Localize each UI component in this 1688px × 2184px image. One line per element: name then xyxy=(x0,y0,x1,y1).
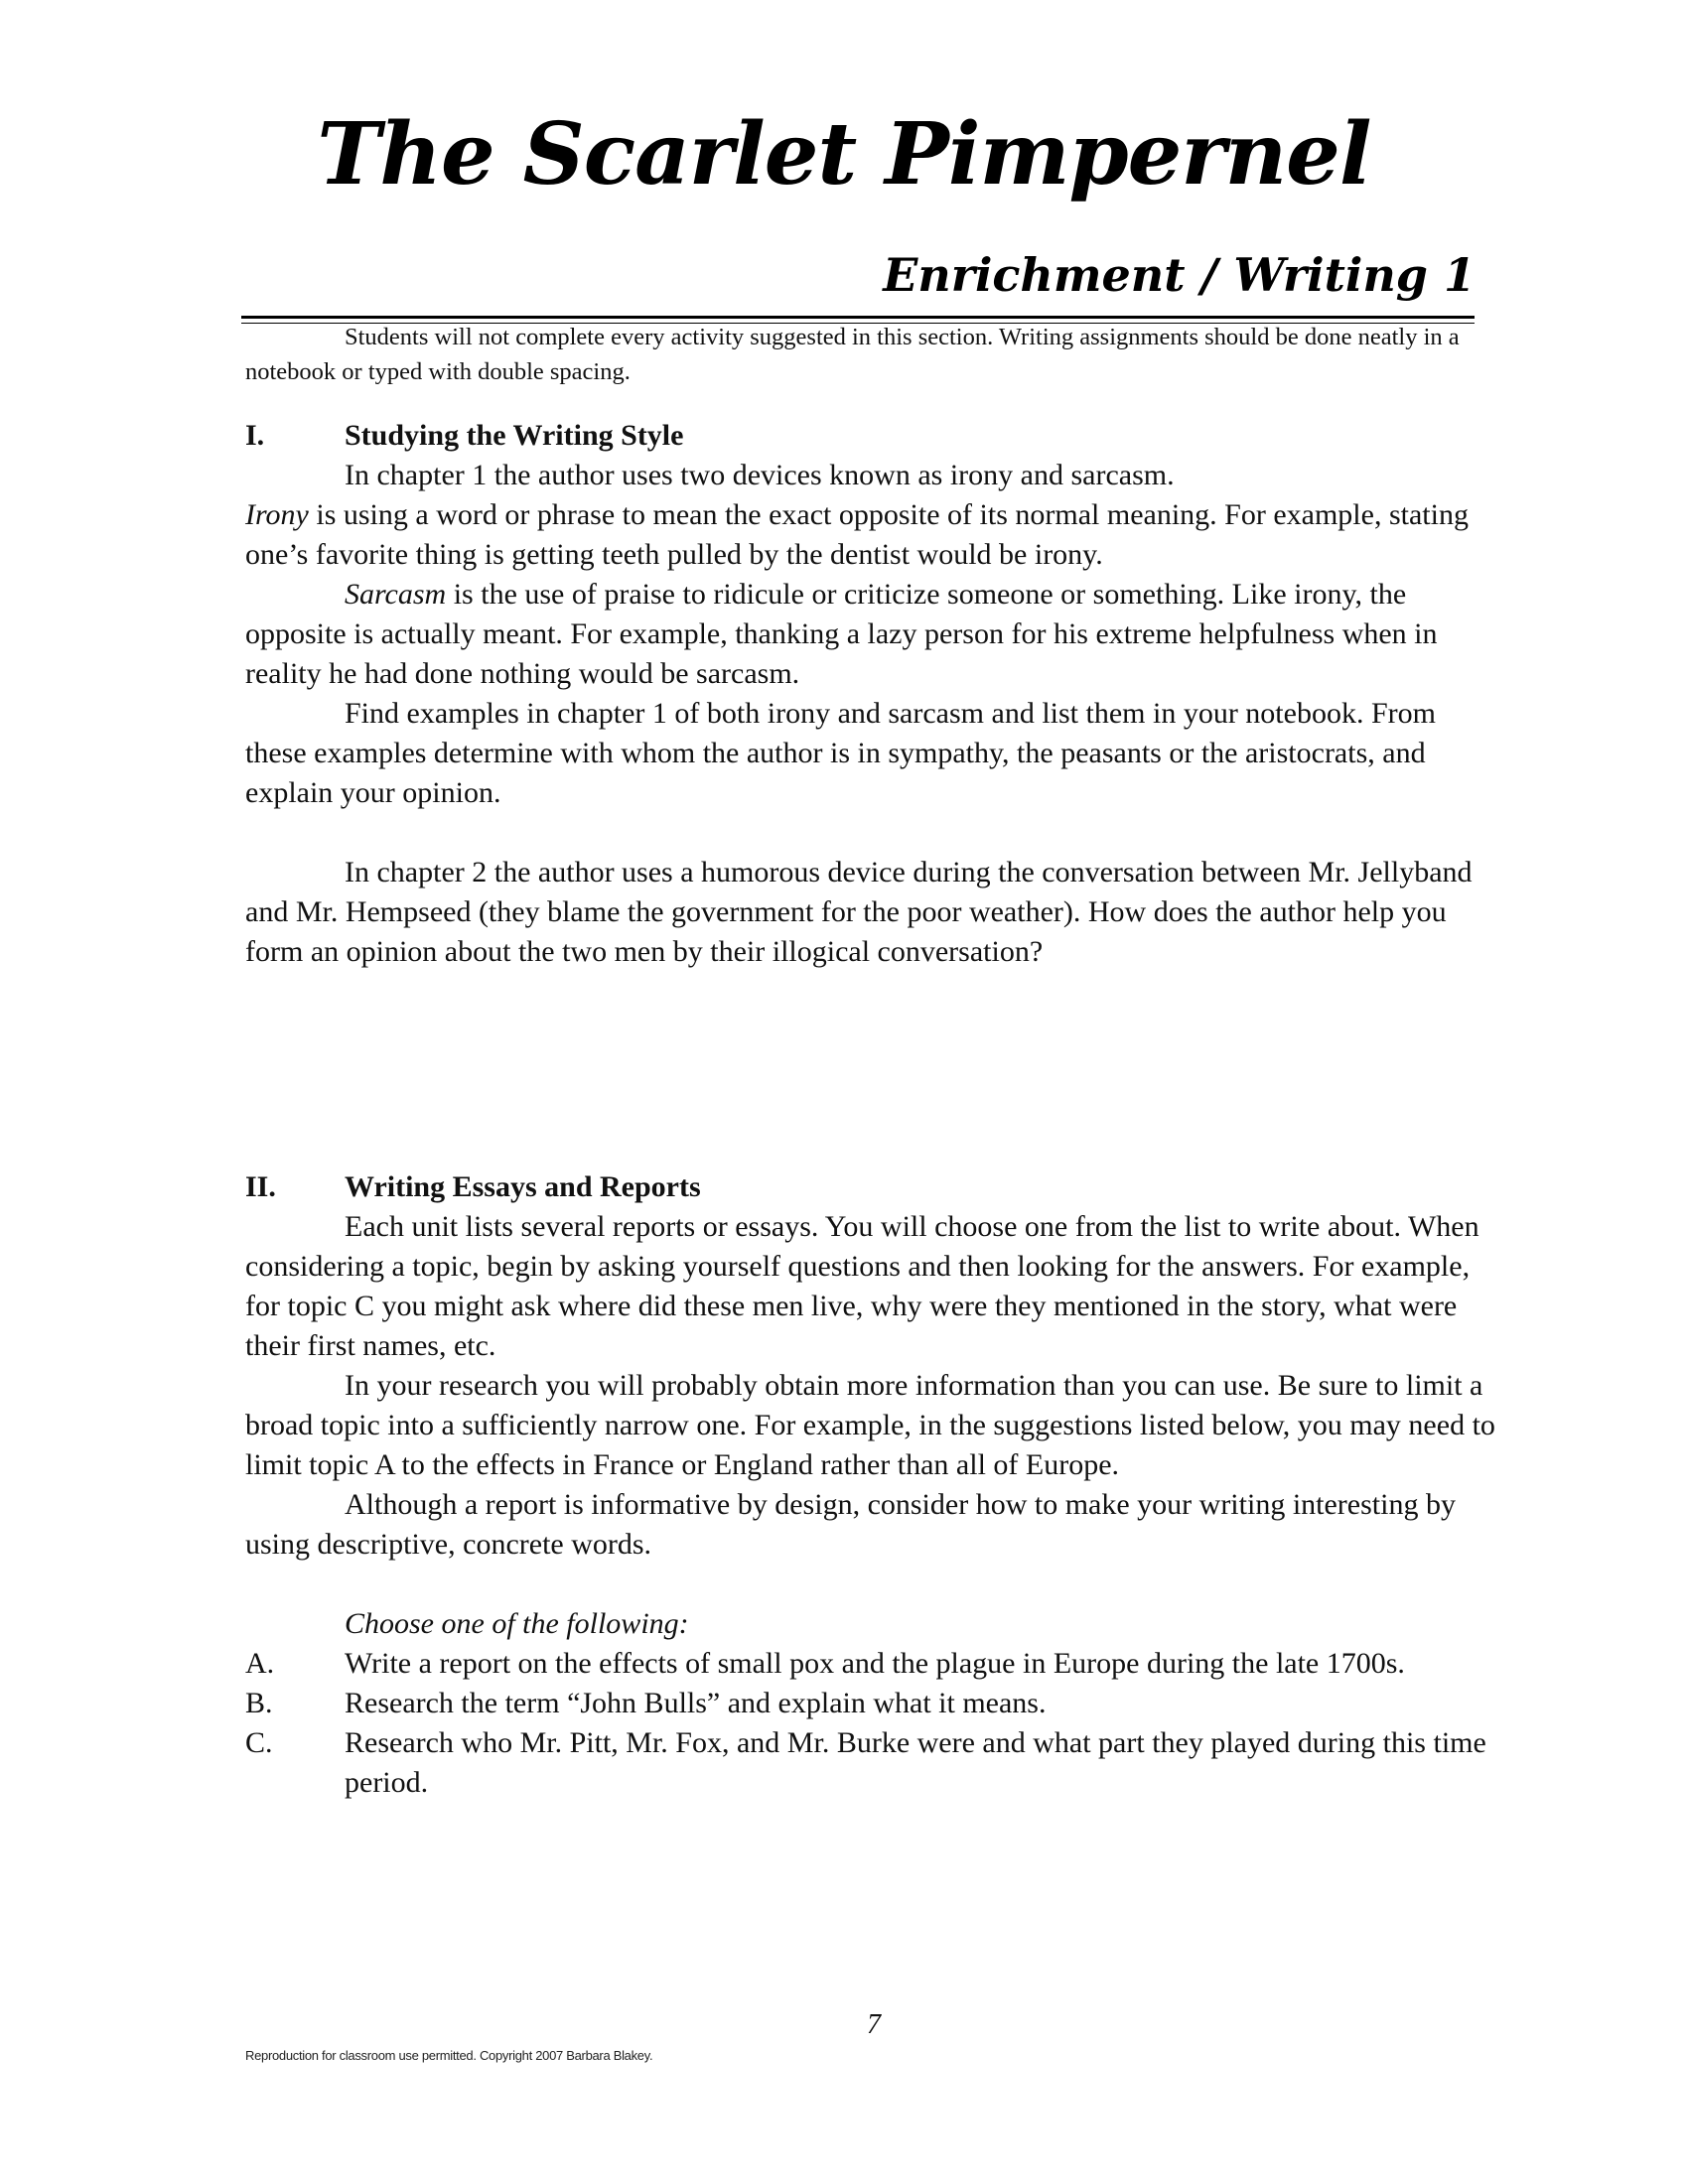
intro-paragraph: Students will not complete every activity suggested in this section. Writing assignments should be done neatly in a notebook or typed with double spacing. xyxy=(245,324,1460,385)
section-heading xyxy=(245,416,1498,456)
item-text: Research who Mr. Pitt, Mr. Fox, and Mr. Burke were and what part they played during this time period. xyxy=(345,1726,1486,1799)
paragraph: In chapter 2 the author uses a humorous device during the conversation between Mr. Jellyband and Mr. Hempseed (they blame the government for the poor weather). How does the author help you form an opinion about the two men by their illogical conversation? xyxy=(245,856,1473,968)
paragraph: In chapter 1 the author uses two devices known as irony and sarcasm. xyxy=(345,459,1175,491)
item-letter: B. xyxy=(245,1687,273,1719)
list-item xyxy=(245,1644,1498,1684)
list-item xyxy=(245,1684,1498,1723)
intro-text xyxy=(245,320,1477,389)
section-studying-writing-style xyxy=(245,416,1498,972)
header-rule-thick xyxy=(241,316,1475,319)
list-item xyxy=(245,1723,1498,1803)
term-irony: Irony xyxy=(245,498,309,531)
paragraph: Although a report is informative by design, consider how to make your writing interesting by using descriptive, concrete words. xyxy=(245,1488,1456,1561)
item-text: Research the term “John Bulls” and explain what it means. xyxy=(345,1687,1047,1719)
paragraph-irony xyxy=(245,495,1498,575)
page-number: 7 xyxy=(867,2009,881,2040)
section-writing-essays xyxy=(245,1167,1498,1803)
choose-label: Choose one of the following: xyxy=(345,1607,689,1640)
copyright-footer: Reproduction for classroom use permitted. Copyright 2007 Barbara Blakey. xyxy=(245,2048,653,2063)
item-letter: C. xyxy=(245,1726,273,1759)
section-number: I. xyxy=(245,419,265,452)
page-subtitle: Enrichment / Writing 1 xyxy=(883,248,1476,302)
item-text: Write a report on the effects of small pox and the plague in Europe during the late 1700s. xyxy=(345,1647,1405,1680)
section-heading xyxy=(245,1167,1498,1207)
section-title: Writing Essays and Reports xyxy=(345,1170,701,1203)
term-sarcasm: Sarcasm xyxy=(345,578,447,611)
paragraph-sarcasm xyxy=(245,575,1498,694)
paragraph: Find examples in chapter 1 of both irony and sarcasm and list them in your notebook. From these examples determine with whom the author is in sympathy, the peasants or the aristocrats, and explain your opinion. xyxy=(245,697,1436,809)
irony-definition: is using a word or phrase to mean the exact opposite of its normal meaning. For example, stating one’s favorite thing is getting teeth pulled by the dentist would be irony. xyxy=(245,498,1469,571)
sarcasm-definition: is the use of praise to ridicule or criticize someone or something. Like irony, the opposite is actually meant. For example, thanking a lazy person for his extreme helpfulness when in reality he had done nothing would be sarcasm. xyxy=(245,578,1438,690)
section-number: II. xyxy=(245,1170,276,1203)
page-title: The Scarlet Pimpernel xyxy=(317,104,1371,205)
paragraph: Each unit lists several reports or essays. You will choose one from the list to write about. When considering a topic, begin by asking yourself questions and then looking for the answers. For example, for topic C you might ask where did these men live, why were they mentioned in the story, what were their first names, etc. xyxy=(245,1210,1479,1362)
paragraph: In your research you will probably obtain more information than you can use. Be sure to limit a broad topic into a sufficiently narrow one. For example, in the suggestions listed below, you may need to limit topic A to the effects in France or England rather than all of Europe. xyxy=(245,1369,1495,1481)
item-letter: A. xyxy=(245,1647,275,1680)
section-title: Studying the Writing Style xyxy=(345,419,684,452)
